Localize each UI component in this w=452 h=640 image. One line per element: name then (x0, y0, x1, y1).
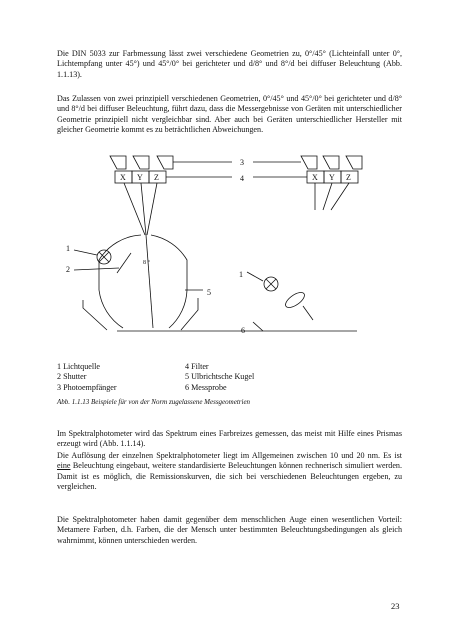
right-lens (283, 290, 307, 311)
paragraph-advantage: Die Spektralphotometer haben damit gegenüber dem menschlichen Auge einen wesentlichen Vorteil: Metamere Farben, d.h. Farben, die der Mensch unter bestimmten Beleuchtungsbedingungen als gleich wahrnimmt, können unterschieden werden. (57, 515, 402, 545)
left-detector-3 (157, 156, 173, 169)
legend-column-2 (185, 362, 254, 393)
integrating-sphere (99, 235, 187, 328)
figure-caption: Abb. 1.1.13 Beispiele für von der Norm zugelassene Messgeometrien (57, 398, 251, 406)
paragraph-resolution (57, 451, 402, 493)
legend-item: 3 Photoempfänger (57, 382, 117, 392)
left-detector-2 (133, 156, 149, 169)
underlined-word: eine (57, 461, 71, 471)
legend-column-1 (57, 362, 117, 393)
paragraph-spectrophotometer: Im Spektralphotometer wird das Spektrum eines Farbreizes gemessen, das meist mit Hilfe eines Prismas erzeugt wird (Abb. 1.1.14). (57, 429, 402, 449)
ray-right-b (323, 183, 332, 210)
paragraph-din-5033: Die DIN 5033 zur Farbmessung lässt zwei verschiedene Geometrien zu, 0°/45° (Lichteinfall unter 0°, Lichtempfang unter 45°) und 45°/0° bei gerichteter und d/8° und 8°/d bei diffuser Beleuchtung (Abb. 1.1.13). (57, 49, 402, 79)
label-angle: 8 ° (143, 260, 150, 266)
left-filter-x-label: X (120, 173, 126, 182)
legend-item: 6 Messprobe (185, 382, 227, 392)
paragraph-geometries: Das Zulassen von zwei prinzipiell verschiedenen Geometrien, 0°/45° und 45°/0° bei gerichteter und d/8° und 8°/d bei diffuser Beleuchtung, führt dazu, dass die Messergebnisse von Geräten mit unterschiedlicher Geometrie prinzipiell nicht vergleichbar sind. Aber auch bei Geräten unterschiedlicher Hersteller mit gleicher Geometrie kommt es zu beträchtlichen Abweichungen. (57, 94, 402, 135)
shutter (117, 253, 131, 273)
legend-item: 4 Filter (185, 362, 209, 371)
right-filter-y-label: Y (329, 173, 335, 182)
ray-left-c (147, 183, 157, 235)
legend-item: 5 Ulbrichtsche Kugel (185, 372, 255, 382)
ray-right-c (331, 183, 349, 210)
left-filter-z-label: Z (154, 173, 159, 182)
right-beam (303, 306, 313, 320)
label-4: 4 (240, 174, 244, 183)
right-detector-3 (346, 156, 362, 169)
right-filter-z-label: Z (346, 173, 351, 182)
measurement-geometry-figure (57, 150, 402, 365)
label-1-right: 1 (239, 270, 243, 279)
resolution-text-start: Die Auflösung der einzelnen Spektralphotometer liegt im Allgemeinen zwischen 10 und 20 nm. Es ist (57, 451, 402, 460)
label-5: 5 (207, 288, 211, 297)
left-detector-1 (110, 156, 126, 169)
angle-ray (146, 235, 153, 328)
right-detector-1 (301, 156, 317, 169)
leader-2-left (74, 268, 119, 270)
legend-item: 1 Lichtquelle (57, 362, 100, 371)
right-detector-2 (323, 156, 339, 169)
leader-1-right (247, 272, 263, 281)
leader-1-left (74, 250, 97, 255)
leader-6 (253, 322, 263, 331)
label-1-left: 1 (66, 244, 70, 253)
label-2-left: 2 (66, 265, 70, 274)
sphere-housing-right (181, 298, 198, 330)
resolution-text-end: Beleuchtung eingebaut, weitere standardisierte Beleuchtungen können rechnerisch simuliert werden. Damit ist es möglich, die Remissionskurven, die sich bei verschiedenen Beleuchtungen ergeben, zu vergleichen. (57, 461, 402, 492)
page-number: 23 (391, 601, 400, 611)
right-filter-x-label: X (312, 173, 318, 182)
legend-item: 2 Shutter (57, 372, 87, 382)
left-filter-y-label: Y (137, 173, 143, 182)
label-3: 3 (240, 158, 244, 167)
label-6: 6 (241, 326, 245, 335)
